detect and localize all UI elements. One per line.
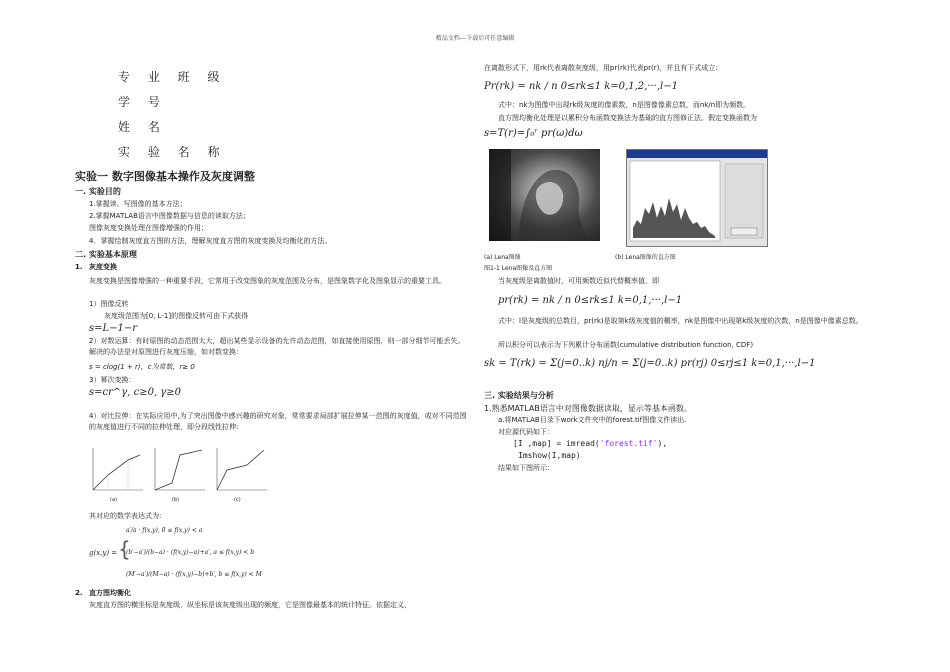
p1-number: 1. [75, 263, 83, 271]
section-2-heading: 二. 实验基本原理 [75, 250, 137, 259]
histogram-probability-equation: Pr(rk) = nk / n 0≤rk≤1 k=0,1,2,···,l−1 [484, 81, 678, 92]
right-para-4: 当灰度级是离散值时，可用频数近似代替概率值，即 [498, 277, 659, 285]
histogram-plot [627, 158, 767, 246]
piecewise-case-1: a′/a · f(x,y), 0 ≤ f(x,y) < a [126, 527, 203, 534]
objective-3: 图像灰度变换处理在图像增强的作用； [89, 224, 208, 232]
stretch-graph-c [212, 445, 272, 500]
piecewise-lhs: g(x,y) = [89, 549, 118, 557]
experiment-title: 实验一 数字图像基本操作及灰度调整 [75, 170, 255, 183]
cover-student-id: 学 号 [118, 95, 167, 109]
math-intro: 其对应的数学表达式为: [89, 512, 162, 520]
p1-title: 灰度变换 [89, 263, 117, 271]
section-3-heading: 三. 实验结果与分析 [484, 391, 554, 400]
task-1a: a.将MATLAB目录下work文件夹中的forest.tif图像文件读出. [498, 416, 687, 424]
objective-4: 4．掌握绘制灰度直方图的方法，理解灰度直方图的灰度变换及均衡化的方法。 [89, 237, 332, 245]
task-1: 1.熟悉MATLAB语言中对图像数据读取，显示等基本函数。 [484, 404, 692, 413]
stretch-graph-a [88, 445, 148, 500]
item-1-heading: 1）图像反转 [89, 300, 129, 308]
item-2-text: 2）对数运算：有时原图的动态范围太大，超出某些显示设备的允许动态范围，如直接使用原图，则一部分细节可能丢失。解决的办法是对原图进行灰度压缩，如对数变换： [89, 337, 465, 356]
cover-name: 姓 名 [118, 120, 167, 134]
code-line-1-end: ), [657, 439, 668, 448]
graph-c-label: (c) [234, 497, 241, 503]
histogram-window-titlebar [627, 150, 767, 158]
graph-b-label: (b) [172, 497, 180, 503]
piecewise-case-2: (b′−a′)/(b−a) · (f(x,y)−a)+a′, a ≤ f(x,y) < b [126, 549, 255, 556]
item-1-text: 灰度级范围为[0, L-1]的图像反转可由下式获得 [104, 312, 249, 320]
item-3-heading: 3）幂次变换： [89, 376, 136, 384]
histogram-window [626, 149, 768, 247]
caption-a: (a) Lena图像 [484, 254, 521, 261]
right-para-3: 直方图均衡化处理是以累积分布函数变换法为基础的直方图修正法。假定变换函数为 [498, 114, 757, 122]
section-1-heading: 一. 实验目的 [75, 187, 121, 196]
power-transform-equation: s=cr^γ, c≥0, γ≥0 [89, 387, 182, 398]
item-4-text: 4）对比拉伸：在实际应用中,为了突出图像中感兴趣的研究对象，常常要求局部扩展拉伸某一范围的灰度值，或对不同范围的灰度值进行不同的拉伸处理，即分段线性拉伸: [89, 412, 467, 431]
log-transform-equation: s = clog(1 + r)，c为常数，r≥ 0 [89, 363, 195, 371]
figure-caption: 图1-1 Lena图像及直方图 [484, 265, 553, 272]
piecewise-brace: { [118, 537, 131, 561]
page-header: 精品文档---下载后可任意编辑 [435, 35, 515, 42]
p2-text: 灰度直方图的横坐标是灰度级，纵坐标是该灰度级出现的频度，它是图像最基本的统计特征。依据定义， [89, 601, 411, 609]
cover-major-class: 专 业 班 级 [118, 70, 227, 84]
code-line-1 [513, 439, 667, 448]
code-line-2: Imshow(I,map) [518, 451, 581, 460]
code-line-1-string: 'forest.tif' [599, 439, 658, 448]
cdf-equation: sk = T(rk) = Σ(j=0..k) nj/n = Σ(j=0..k) pr(rj) 0≤rj≤1 k=0,1,···,l−1 [484, 358, 816, 369]
right-para-5: 式中：l是灰度级的总数目，pr(rk)是取第k级灰度值的概率，nk是图像中出现第k级灰度的次数，n是图像中像素总数。 [498, 317, 863, 325]
result-text: 结果如下图所示： [498, 464, 554, 472]
discrete-probability-equation: pr(rk) = nk / n 0≤rk≤1 k=0,1,···,l−1 [498, 295, 683, 306]
lena-image [489, 149, 600, 241]
graph-a-label: (a) [110, 497, 117, 503]
transform-function-equation: s=T(r)=∫₀ʳ pr(ω)dω [484, 128, 583, 139]
objective-2: 2.掌握MATLAB语言中图像数据与信息的读取方法； [89, 212, 250, 220]
p1-text: 灰度变换是图像增强的一种重要手段，它常用于改变图象的灰度范围及分布，是图象数字化及图象显示的重要工具。 [89, 277, 446, 285]
image-inversion-equation: s=L−1−r [89, 323, 138, 334]
right-para-1: 在离散形式下，用rk代表离散灰度级，用pr(rk)代表pr(r)，并且有下式成立: [484, 64, 718, 72]
objective-1: 1.掌握读、写图像的基本方法； [89, 200, 187, 208]
p2-title: 直方图均衡化 [89, 589, 131, 597]
right-para-6: 所以积分可以表示为下列累计分布函数(cumulative distribution function, CDF) [498, 341, 754, 349]
piecewise-case-3: (M′−a′)/(M−a) · (f(x,y)−b)+b′, b ≤ f(x,y) < M [126, 571, 262, 578]
code-label: 对应源代码如下： [498, 428, 554, 436]
lena-silhouette [489, 149, 600, 241]
cover-experiment-name: 实 验 名 称 [118, 145, 227, 159]
caption-b: (b) Lena图像的直方图 [615, 254, 676, 261]
stretch-graph-b [150, 445, 210, 500]
right-para-2: 式中：nk为图像中出现rk级灰度的像素数，n是图像像素总数，而nk/n即为频数。 [498, 101, 751, 109]
p2-number: 2. [75, 589, 83, 597]
code-line-1-start: [I ,map] = imread( [513, 439, 600, 448]
